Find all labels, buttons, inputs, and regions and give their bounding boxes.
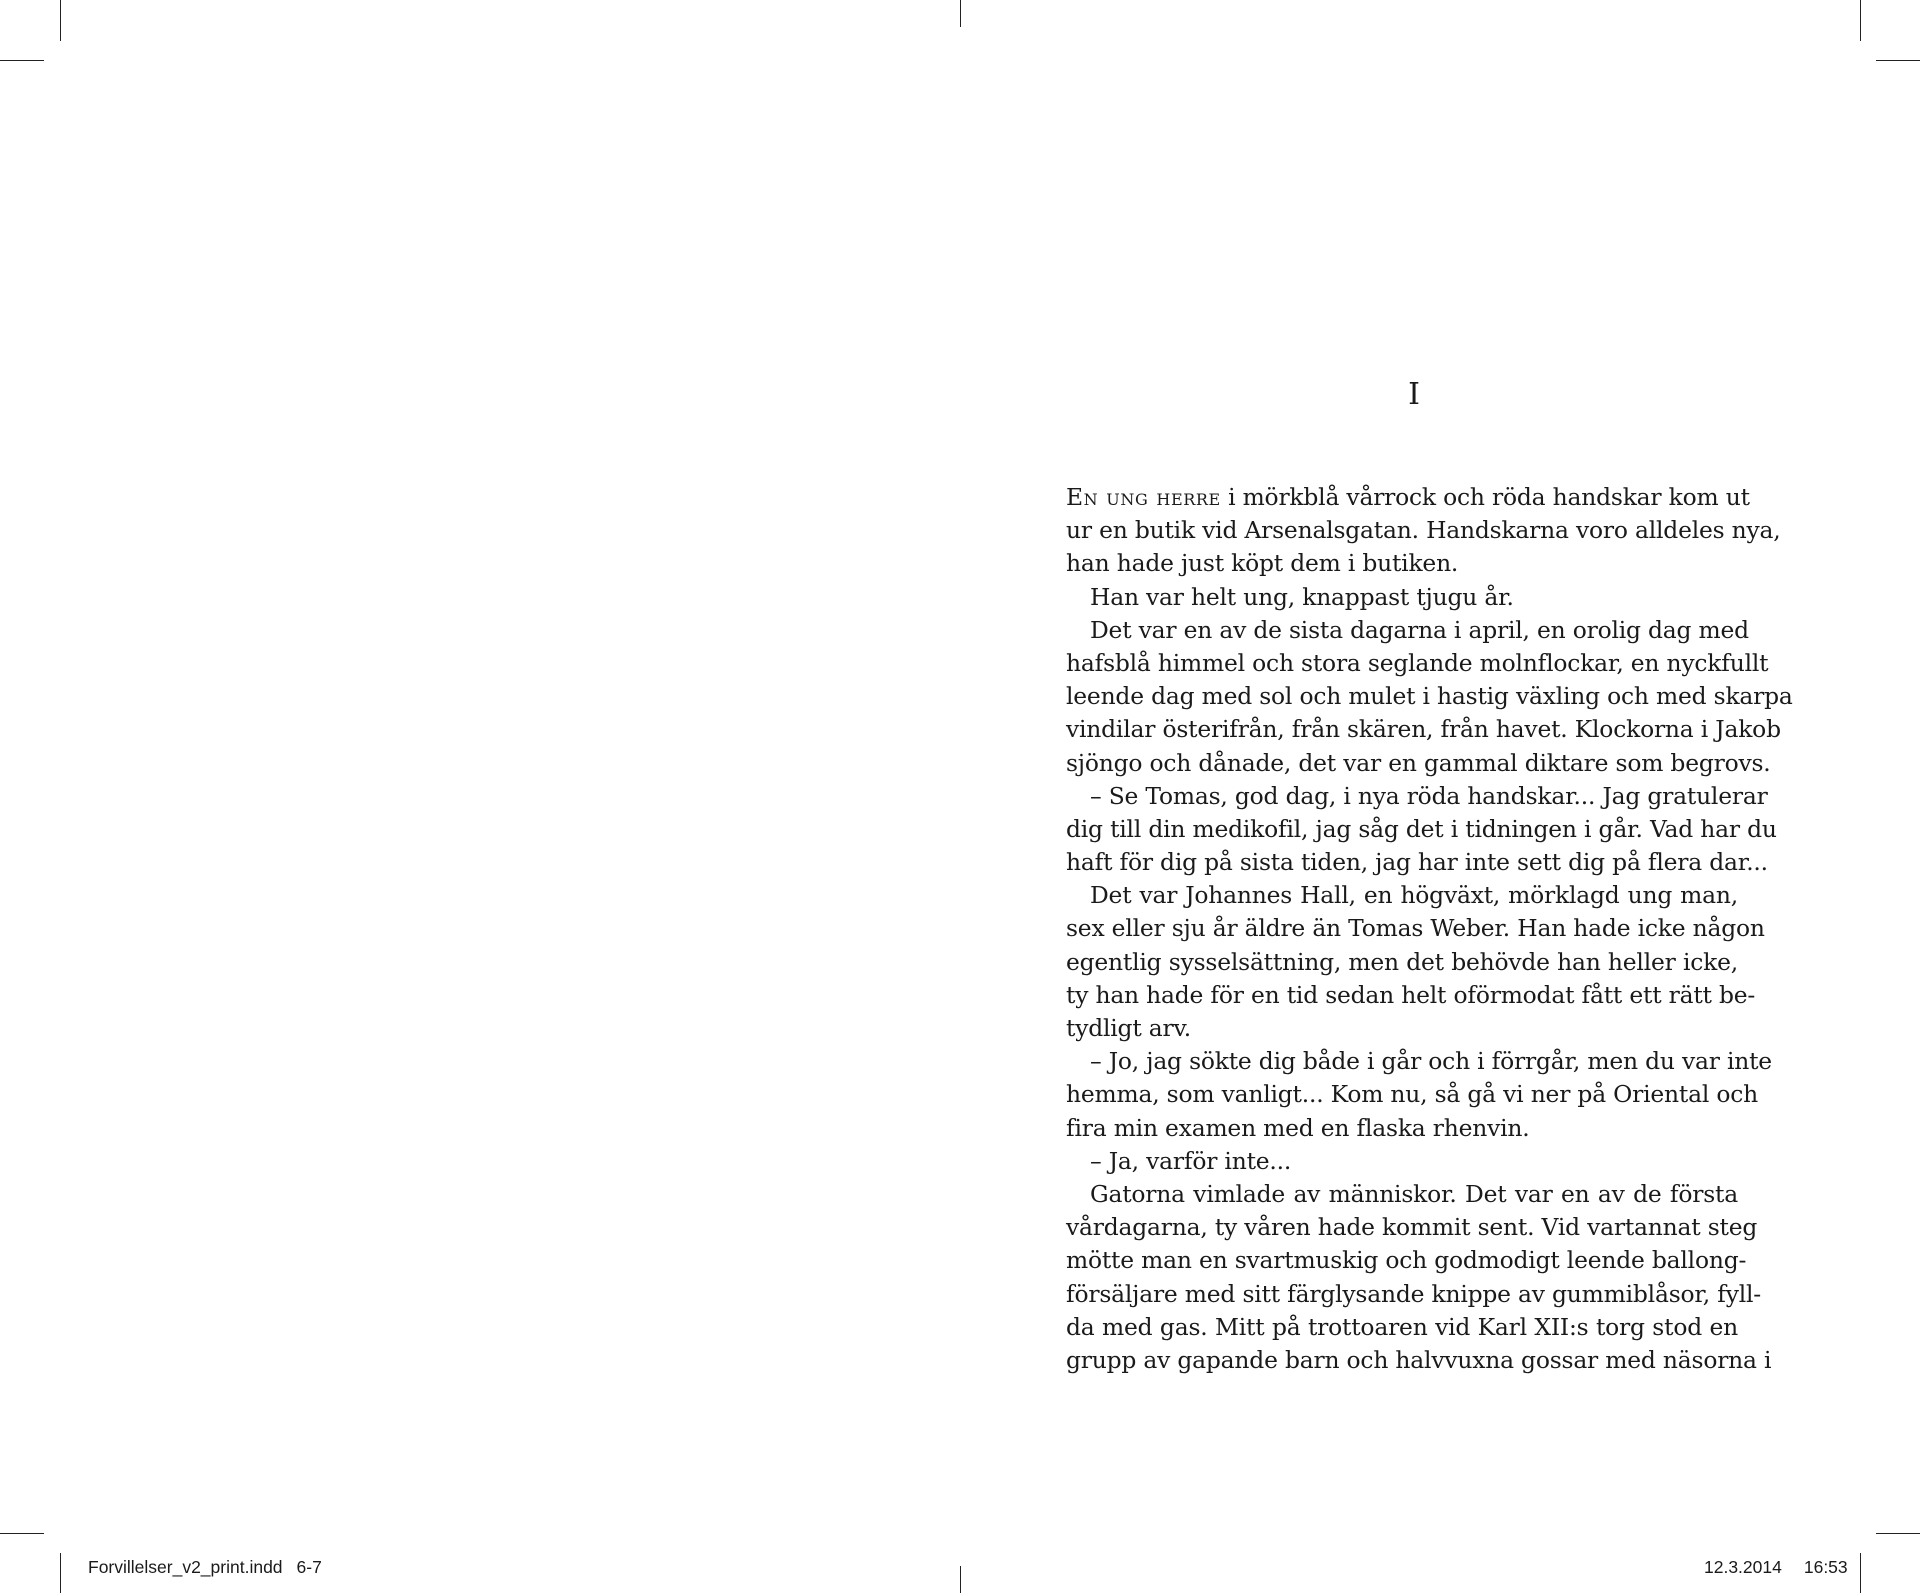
slug-pages: 6-7 <box>296 1557 322 1577</box>
body-text <box>1066 481 1793 1377</box>
text-line: fira min examen med en flaska rhenvin. <box>1066 1113 1530 1142</box>
text-line: ty han hade för en tid sedan helt oförmodat fått ett rätt be- <box>1066 980 1756 1009</box>
text-line: grupp av gapande barn och halvvuxna gossar med näsorna i <box>1066 1345 1772 1374</box>
text-line: vindilar österifrån, från skären, från havet. Klockorna i Jakob <box>1066 715 1781 744</box>
text-line: ur en butik vid Arsenalsgatan. Handskarna voro alldeles nya, <box>1066 516 1781 545</box>
text-line: Han var helt ung, knappast tjugu år. <box>1090 582 1514 611</box>
crop-mark-top-left-h <box>0 60 44 61</box>
opening-smallcaps: En ung herre <box>1066 483 1221 511</box>
text-line: Det var Johannes Hall, en högväxt, mörklagd ung man, <box>1090 881 1738 910</box>
slug-date: 12.3.2014 <box>1704 1557 1782 1577</box>
crop-mark-bottom-center <box>960 1566 961 1593</box>
crop-mark-bottom-left-h <box>0 1533 44 1534</box>
text-line: egentlig sysselsättning, men det behövde han heller icke, <box>1066 947 1738 976</box>
crop-mark-bottom-right-h <box>1876 1533 1920 1534</box>
text-line: han hade just köpt dem i butiken. <box>1066 549 1459 578</box>
text-line: hemma, som vanligt... Kom nu, så gå vi ner på Oriental och <box>1066 1080 1759 1109</box>
slug-filename: Forvillelser_v2_print.indd <box>88 1557 283 1577</box>
text-line: – Se Tomas, god dag, i nya röda handskar... Jag gratulerar <box>1090 781 1768 810</box>
crop-mark-top-right <box>1860 0 1861 41</box>
slug-timestamp <box>1704 1557 1848 1578</box>
text-line: sex eller sju år äldre än Tomas Weber. Han hade icke någon <box>1066 914 1765 943</box>
text-line: hafsblå himmel och stora seglande molnflockar, en nyckfullt <box>1066 648 1769 677</box>
slug-time: 16:53 <box>1803 1557 1848 1577</box>
text-line: Gatorna vimlade av människor. Det var en av de första <box>1090 1179 1738 1208</box>
text-line: haft för dig på sista tiden, jag har inte sett dig på flera dar... <box>1066 848 1768 877</box>
text-line: vårdagarna, ty våren hade kommit sent. Vid vartannat steg <box>1066 1213 1758 1242</box>
text-line: Det var en av de sista dagarna i april, en orolig dag med <box>1090 615 1749 644</box>
text-line: – Ja, varför inte... <box>1090 1146 1292 1175</box>
text-line: da med gas. Mitt på trottoaren vid Karl XII:s torg stod en <box>1066 1312 1738 1341</box>
text-line: tydligt arv. <box>1066 1014 1191 1042</box>
crop-mark-top-right-h <box>1876 60 1920 61</box>
text-line: mötte man en svartmuskig och godmodigt leende ballong- <box>1066 1246 1747 1275</box>
text-line: dig till din medikofil, jag såg det i tidningen i går. Vad har du <box>1066 814 1777 843</box>
text-line: försäljare med sitt färglysande knippe av gummiblåsor, fyll- <box>1066 1279 1761 1308</box>
text-line: leende dag med sol och mulet i hastig växling och med skarpa <box>1066 682 1793 711</box>
text-line: En ung herre i mörkblå vårrock och röda handskar kom ut <box>1066 483 1750 511</box>
slug-file-info <box>88 1557 322 1578</box>
crop-mark-bottom-left <box>60 1553 61 1593</box>
crop-mark-bottom-right <box>1860 1553 1861 1593</box>
text-line: – Jo, jag sökte dig både i går och i förrgår, men du var inte <box>1090 1047 1772 1076</box>
crop-mark-top-center <box>960 0 961 27</box>
text-line: sjöngo och dånade, det var en gammal diktare som begrovs. <box>1066 748 1771 777</box>
crop-mark-top-left <box>60 0 61 41</box>
chapter-number: I <box>1408 377 1420 412</box>
